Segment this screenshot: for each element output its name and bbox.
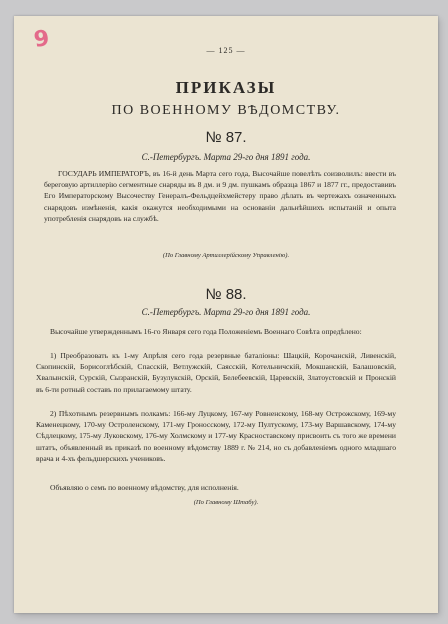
order-87-text: ГОСУДАРЬ ИМПЕРАТОРЪ, въ 16-й день Марта сего года, Высочайше повелѣть соизволилъ: ввести въ береговую артиллерію сегментные снаряды въ 8 дм. и 9 дм. пушкамъ образца 1867 и 1877 гг., предоставивъ Его Императорскому Высочеству Генералъ-Фельдцейхмейстеру право дѣлать въ чертежахъ означенныхъ снарядовъ измѣненія, какія окажутся необходимыми на основаніи дальнѣйшихъ испытаній и опыта употребленія снарядовъ на службѣ. <box>44 169 396 223</box>
order-87-date: С.-Петербургъ. Марта 29-го дня 1891 года. <box>141 152 311 162</box>
page-number: — 125 — <box>206 46 246 55</box>
handwritten-mark: 9 <box>32 26 51 53</box>
order-88-closing: Объявляю о семъ по военному вѣдомству, для исполненія. <box>50 483 239 492</box>
page-title: ПРИКАЗЫ <box>175 78 277 97</box>
document-page <box>14 16 438 613</box>
order-87-source: (По Главному Артиллерійскому Управленію). <box>162 252 290 259</box>
order-88-point-2: 2) Пѣхотнымъ резервнымъ полкамъ: 166-му Луцкому, 167-му Ровненскому, 168-му Острожскому, 169-му Каменецкому, 170-му Остроленскому, 171-му Гроносскому, 172-му Пултускому, 173-му Варшавскому, 174-му Сѣдлецкому, 175-му Луковскому, 176-му Холмскому и 177-му Красноставскому присвоить съ того же времени штатъ, объявленный въ приказѣ по военному вѣдомству 1889 г. № 214, но съ добавленіемъ одного младшаго врача и 4-хъ фельдшерскихъ учениковъ. <box>36 409 396 463</box>
order-88-number: № 88. <box>205 286 247 303</box>
order-88-date: С.-Петербургъ. Марта 29-го дня 1891 года. <box>141 307 311 317</box>
order-88-point-1: 1) Преобразовать къ 1-му Апрѣля сего года резервные баталіоны: Шацкій, Корочанскій, Ливенскій, Скопинскій, Борисоглѣбскій, Спасскій, Ветлужскій, Саясскій, Котельничскій, Мокшанскій, Балашовскій, Хвалынскій, Сурскій, Сызранскій, Бузулукскій, Орскій, Белебеевскій, Царевскій, Златоустовскій и Пронскій въ 6-ти ротный составъ по прилагаемому штату. <box>36 351 396 394</box>
order-88-source: (По Главному Штабу). <box>193 499 259 506</box>
order-87-number: № 87. <box>205 129 247 146</box>
page-subtitle: ПО ВОЕННОМУ ВѢДОМСТВУ. <box>111 103 341 118</box>
order-88-intro: Высочайше утвержденнымъ 16-го Января сего года Положеніемъ Военнаго Совѣта опредѣлено: <box>50 327 362 336</box>
